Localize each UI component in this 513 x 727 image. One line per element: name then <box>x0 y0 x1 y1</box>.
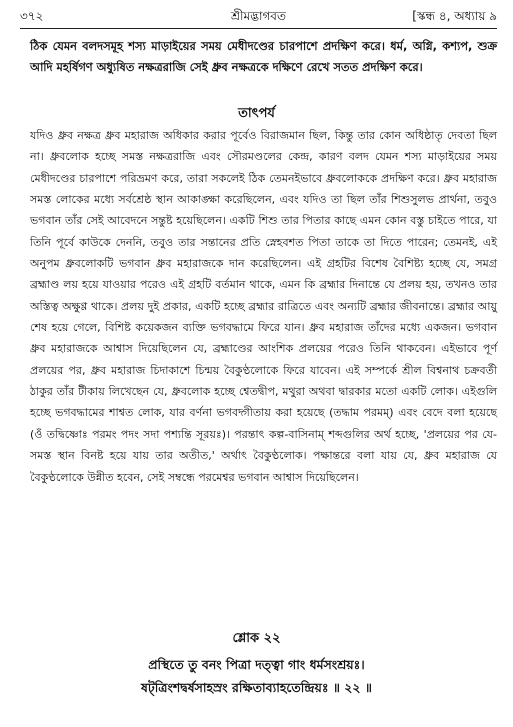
page-number: ৩৭২ <box>20 9 44 23</box>
book-title: শ্রীমদ্ভাগবত <box>230 9 286 23</box>
section-reference: [স্কন্ধ ৪, অধ্যায় ৯ <box>412 9 497 23</box>
shloka-title: শ্লোক ২২ <box>232 631 281 646</box>
sanskrit-verse <box>0 653 513 699</box>
purport-heading: তাৎপর্য <box>238 106 275 121</box>
purport-text: যদিও ধ্রুব নক্ষত্র ধ্রুব মহারাজ অধিকার করার পূর্বেও বিরাজমান ছিল, কিন্তু তার কোন অধিষ্ঠাতৃ দেবতা ছিল না। ধ্রুবলোক হচ্ছে সমস্ত নক্ষত্ররাজি এবং সৌরমণ্ডলের কেন্দ্র, কারণ বলদ যেমন শস্য মাড়াইয়ের সময় মেধীদণ্ডের চারপাশে পরিভ্রমণ করে, তারা সকলেই ঠিক তেমনইভাবে ধ্রুবলোককে প্রদক্ষিণ করে। ধ্রুব মহারাজ সমস্ত লোকের মধ্যে সর্বশ্রেষ্ঠ স্থান আকাঙ্ক্ষা করেছিলেন, এবং যদিও তা ছিল তাঁর শিশুসুলভ প্রার্থনা, তবুও ভগবান তাঁর সেই আবেদনে সন্তুষ্ট হয়েছিলেন। একটি শিশু তার পিতার কাছে এমন কোন বস্তু চাইতে পারে, যা তিনি পূর্বে কাউকে দেননি, তবুও তার সন্তানের প্রতি স্নেহবশত পিতা তাকে তা দিতে পারেন; তেমনই, এই অনুপম ধ্রুবলোকটি ভগবান ধ্রুব মহারাজকে দান করেছিলেন। এই গ্রহটির বিশেষ বৈশিষ্ট্য হচ্ছে যে, সমগ্র ব্রহ্মাণ্ড লয় হয়ে যাওয়ার পরেও এই গ্রহটি বর্তমান থাকে, এমন কি ব্রহ্মার দিনান্তে যে প্রলয় হয়, তখনও তার অস্তিত্ব অক্ষুণ্ণ থাকে। প্রলয় দুই প্রকার, একটি হচ্ছে ব্রহ্মার রাত্রিতে এবং অন্যটি ব্রহ্মার জীবনান্তে। ব্রহ্মার আয়ু শেষ হয়ে গেলে, বিশিষ্ট কয়েকজন ব্যক্তি ভগবদ্ধামে ফিরে যান। ধ্রুব মহারাজ তাঁদের মধ্যে একজন। ভগবান ধ্রুব মহারাজকে আশ্বাস দিয়েছিলেন যে, ব্রহ্মাণ্ডের আংশিক প্রলয়ের পরেও তিনি থাকবেন। এইভাবে পূর্ণ প্রলয়ের পর, ধ্রুব মহারাজ চিদাকাশে চিন্ময় বৈকুণ্ঠলোকে ফিরে যাবেন। এই সম্পর্কে শ্রীল বিশ্বনাথ চক্রবর্তী ঠাকুর তাঁর টীকায় লিখেছেন যে, ধ্রুবলোক হচ্ছে শ্বেতদ্বীপ, মথুরা অথবা দ্বারকার মতো একটি লোক। এইগুলি হচ্ছে ভগবদ্ধামের শাশ্বত লোক, যার বর্ণনা ভগবদ্গীতায় করা হয়েছে (তদ্ধাম পরমম্) এবং বেদে বলা হয়েছে (ওঁ তদ্বিষ্ণোঃ পরমং পদং সদা পশ্যন্তি সূরয়ঃ)। পরন্তাৎ কল্প-বাসিনাম্ শব্দগুলির অর্থ হচ্ছে, 'প্রলয়ের পর যে-সমস্ত স্থান বিনষ্ট হয়ে যায় তার অতীত,' অর্থাৎ বৈকুণ্ঠলোক। পক্ষান্তরে বলা যায় যে, ধ্রুব মহারাজ যে বৈকুণ্ঠলোকে উন্নীত হবেন, সেই সম্বন্ধে পরমেশ্বর ভগবান আশ্বাস দিয়েছিলেন। <box>30 129 497 484</box>
header-rule <box>20 28 497 29</box>
translation-text: ঠিক যেমন বলদসমূহ শস্য মাড়াইয়ের সময় মেধীদণ্ডের চারপাশে প্রদক্ষিণ করে। ধর্ম, অগ্নি, কশ্যপ, শুক্র আদি মহর্ষিগণ অধ্যুষিত নক্ষত্ররাজি সেই ধ্রুব নক্ষত্রকে দক্ষিণে রেখে সতত প্রদক্ষিণ করে। <box>30 39 497 74</box>
page-header <box>20 8 497 28</box>
verse-line: প্রস্থিতে তু বনং পিত্রা দত্ত্বা গাং ধর্মসংশ্রয়ঃ। <box>148 657 365 672</box>
verse-line: ষট্‌ত্রিংশদ্বর্ষসাহস্রং রক্ষিতাব্যাহতেন্দ্রিয়ঃ ॥ ২২ ॥ <box>141 680 372 695</box>
